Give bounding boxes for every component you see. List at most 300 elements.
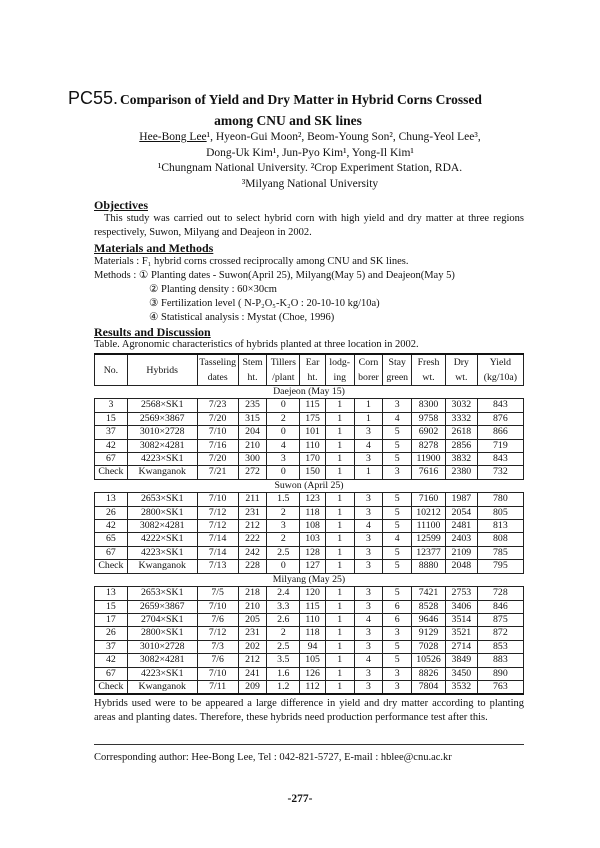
table-cell: 846 — [477, 600, 523, 613]
table-cell: 123 — [300, 493, 326, 506]
table-cell: 3 — [354, 640, 383, 653]
table-cell: 231 — [238, 627, 267, 640]
table-cell: 719 — [477, 439, 523, 452]
column-header: Tillers /plant — [267, 354, 300, 386]
table-cell: 843 — [477, 399, 523, 412]
region-label: Milyang (May 25) — [95, 573, 524, 586]
table-cell: 210 — [238, 439, 267, 452]
table-row — [95, 600, 524, 613]
table-cell: 866 — [477, 426, 523, 439]
table-cell: 2659×3867 — [127, 600, 197, 613]
table-cell: 3 — [383, 680, 412, 694]
column-header: Hybrids — [127, 354, 197, 386]
table-cell: 883 — [477, 654, 523, 667]
table-cell: 4222×SK1 — [127, 533, 197, 546]
table-cell: 26 — [95, 627, 128, 640]
table-row — [95, 640, 524, 653]
table-cell: 42 — [95, 654, 128, 667]
table-cell: 127 — [300, 560, 326, 573]
table-cell: 5 — [383, 520, 412, 533]
table-cell: 175 — [300, 412, 326, 425]
table-cell: 7/10 — [197, 600, 238, 613]
affiliation-line-2: ³Milyang National University — [241, 177, 379, 190]
methods-heading: Materials and Methods — [94, 241, 214, 255]
table-cell: 805 — [477, 506, 523, 519]
table-cell: 4 — [267, 439, 300, 452]
table-cell: 3532 — [445, 680, 477, 694]
affiliation-line-1: ¹Chungnam National University. ²Crop Experiment Station, RDA. — [157, 162, 463, 174]
table-cell: 1 — [325, 600, 354, 613]
table-cell: 3 — [383, 627, 412, 640]
table-cell: 118 — [300, 627, 326, 640]
table-cell: 218 — [238, 587, 267, 600]
table-cell: 2568×SK1 — [127, 399, 197, 412]
table-cell: 272 — [238, 466, 267, 479]
table-cell: 108 — [300, 520, 326, 533]
table-cell: 7/21 — [197, 466, 238, 479]
table-cell: 112 — [300, 680, 326, 694]
table-cell: 2800×SK1 — [127, 627, 197, 640]
table-cell: 300 — [238, 453, 267, 466]
table-cell: 103 — [300, 533, 326, 546]
table-row — [95, 546, 524, 559]
table-cell: 37 — [95, 426, 128, 439]
table-cell: 8300 — [412, 399, 446, 412]
table-cell: 890 — [477, 667, 523, 680]
table-cell: 13 — [95, 587, 128, 600]
table-cell: 3 — [354, 426, 383, 439]
table-cell: 202 — [238, 640, 267, 653]
table-cell: 5 — [383, 640, 412, 653]
column-header: No. — [95, 354, 128, 386]
table-cell: 222 — [238, 533, 267, 546]
table-cell: 0 — [267, 399, 300, 412]
table-cell: 15 — [95, 600, 128, 613]
table-cell: 118 — [300, 506, 326, 519]
table-cell: 0 — [267, 560, 300, 573]
table-row — [95, 426, 524, 439]
table-cell: 4223×SK1 — [127, 546, 197, 559]
table-cell: 3 — [267, 520, 300, 533]
table-cell: 0 — [267, 426, 300, 439]
table-cell: 3010×2728 — [127, 426, 197, 439]
table-cell: 315 — [238, 412, 267, 425]
table-row — [95, 654, 524, 667]
table-cell: 763 — [477, 680, 523, 694]
column-header: Yield (kg/10a) — [477, 354, 523, 386]
table-row — [95, 506, 524, 519]
table-cell: 2.5 — [267, 640, 300, 653]
methods-line-1: Methods : ① Planting dates - Suwon(April 25), Milyang(May 5) and Deajeon(May 5) — [94, 270, 455, 281]
table-cell: 235 — [238, 399, 267, 412]
table-cell: 7/20 — [197, 412, 238, 425]
table-cell: 1 — [325, 640, 354, 653]
table-cell: 17 — [95, 613, 128, 626]
table-cell: 1 — [325, 627, 354, 640]
table-cell: 1 — [325, 453, 354, 466]
table-cell: 3 — [354, 533, 383, 546]
table-cell: 7/10 — [197, 426, 238, 439]
table-row — [95, 587, 524, 600]
table-cell: 7/6 — [197, 613, 238, 626]
table-cell: 26 — [95, 506, 128, 519]
region-label: Daejeon (May 15) — [95, 386, 524, 399]
table-cell: 120 — [300, 587, 326, 600]
table-cell: 1 — [325, 439, 354, 452]
table-cell: 9129 — [412, 627, 446, 640]
column-header: Tasseling dates — [197, 354, 238, 386]
table-cell: 67 — [95, 546, 128, 559]
table-cell: 5 — [383, 493, 412, 506]
column-header: lodg- ing — [325, 354, 354, 386]
table-row — [95, 439, 524, 452]
table-cell: 2800×SK1 — [127, 506, 197, 519]
table-cell: 1 — [325, 466, 354, 479]
table-cell: 1.2 — [267, 680, 300, 694]
corresponding-author: Corresponding author: Hee-Bong Lee, Tel : 042-821-5727, E-mail : hblee@cnu.ac.kr — [94, 752, 452, 763]
table-cell: 7/11 — [197, 680, 238, 694]
table-cell: 110 — [300, 439, 326, 452]
table-row — [95, 560, 524, 573]
table-cell: 2.4 — [267, 587, 300, 600]
table-cell: 1 — [325, 546, 354, 559]
table-cell: 728 — [477, 587, 523, 600]
table-cell: 150 — [300, 466, 326, 479]
table-cell: 12599 — [412, 533, 446, 546]
table-cell: 795 — [477, 560, 523, 573]
table-cell: 2054 — [445, 506, 477, 519]
table-cell: 209 — [238, 680, 267, 694]
table-cell: 115 — [300, 399, 326, 412]
table-cell: 1 — [325, 506, 354, 519]
table-cell: 2856 — [445, 439, 477, 452]
table-cell: Kwanganok — [127, 560, 197, 573]
table-cell: 2618 — [445, 426, 477, 439]
table-cell: 3.3 — [267, 600, 300, 613]
table-cell: 8880 — [412, 560, 446, 573]
table-header-row — [95, 354, 524, 386]
table-cell: 2380 — [445, 466, 477, 479]
title-line-2: among CNU and SK lines — [214, 113, 362, 128]
table-cell: 1 — [325, 493, 354, 506]
table-cell: 4223×SK1 — [127, 667, 197, 680]
table-cell: 42 — [95, 439, 128, 452]
table-cell: 1 — [325, 613, 354, 626]
table-cell: 2653×SK1 — [127, 493, 197, 506]
table-row — [95, 399, 524, 412]
table-cell: 10212 — [412, 506, 446, 519]
table-cell: Kwanganok — [127, 680, 197, 694]
table-cell: 1 — [325, 560, 354, 573]
table-cell: 3406 — [445, 600, 477, 613]
table-row — [95, 533, 524, 546]
table-cell: 1 — [325, 412, 354, 425]
table-cell: 813 — [477, 520, 523, 533]
author-line-1-rest: ¹, Hyeon-Gui Moon², Beom-Young Son², Chung-Yeol Lee³, — [206, 131, 481, 143]
table-cell: 6 — [383, 613, 412, 626]
table-cell: Check — [95, 560, 128, 573]
table-cell: 3 — [354, 587, 383, 600]
table-cell: 2569×3867 — [127, 412, 197, 425]
table-cell: 3521 — [445, 627, 477, 640]
table-cell: 5 — [383, 654, 412, 667]
table-cell: 3032 — [445, 399, 477, 412]
table-cell: 5 — [383, 560, 412, 573]
page-number: -277- — [287, 793, 313, 805]
table-cell: 7028 — [412, 640, 446, 653]
table-row — [95, 680, 524, 694]
table-row — [95, 493, 524, 506]
table-row — [95, 520, 524, 533]
column-header: Dry wt. — [445, 354, 477, 386]
table-cell: 3832 — [445, 453, 477, 466]
table-row — [95, 613, 524, 626]
table-row — [95, 412, 524, 425]
table-cell: 732 — [477, 466, 523, 479]
table-cell: 876 — [477, 412, 523, 425]
table-cell: 4 — [354, 439, 383, 452]
table-cell: 42 — [95, 520, 128, 533]
table-cell: 1 — [325, 520, 354, 533]
table-cell: 0 — [267, 466, 300, 479]
table-cell: 4 — [354, 613, 383, 626]
table-cell: 7804 — [412, 680, 446, 694]
abstract-code: PC55. — [68, 88, 119, 108]
table-cell: 3.5 — [267, 654, 300, 667]
table-cell: 2481 — [445, 520, 477, 533]
table-cell: 7/10 — [197, 493, 238, 506]
table-cell: 1 — [325, 426, 354, 439]
materials-line: Materials : F₁ hybrid corns crossed reciprocally among CNU and SK lines. — [94, 256, 409, 267]
table-cell: 5 — [383, 426, 412, 439]
table-cell: 7/3 — [197, 640, 238, 653]
table-cell: 875 — [477, 613, 523, 626]
table-cell: 5 — [383, 546, 412, 559]
table-cell: 872 — [477, 627, 523, 640]
region-label: Suwon (April 25) — [95, 479, 524, 492]
table-cell: 7/13 — [197, 560, 238, 573]
table-cell: 2403 — [445, 533, 477, 546]
table-cell: 105 — [300, 654, 326, 667]
table-cell: 3082×4281 — [127, 654, 197, 667]
column-header: Stay green — [383, 354, 412, 386]
table-cell: 8278 — [412, 439, 446, 452]
table-cell: 3 — [383, 399, 412, 412]
table-cell: 1 — [325, 667, 354, 680]
author-line-1 — [90, 130, 530, 146]
objectives-heading: Objectives — [94, 198, 148, 212]
methods-line-4: ④ Statistical analysis : Mystat (Choe, 1996) — [149, 312, 335, 323]
table-cell: 3 — [354, 680, 383, 694]
table-cell: 3 — [354, 627, 383, 640]
table-cell: 7/12 — [197, 506, 238, 519]
table-cell: 2.5 — [267, 546, 300, 559]
table-cell: 15 — [95, 412, 128, 425]
table-cell: 101 — [300, 426, 326, 439]
table-cell: 2.6 — [267, 613, 300, 626]
table-cell: 4 — [354, 654, 383, 667]
table-cell: 11100 — [412, 520, 446, 533]
table-row — [95, 667, 524, 680]
footer-divider — [94, 744, 524, 745]
table-cell: 11900 — [412, 453, 446, 466]
table-cell: 2048 — [445, 560, 477, 573]
table-cell: 3 — [354, 546, 383, 559]
table-cell: 7/20 — [197, 453, 238, 466]
agronomic-table — [94, 353, 524, 695]
table-cell: 3 — [354, 667, 383, 680]
table-cell: 4 — [383, 412, 412, 425]
table-cell: 204 — [238, 426, 267, 439]
table-cell: 7/12 — [197, 627, 238, 640]
table-cell: 3332 — [445, 412, 477, 425]
table-cell: 4 — [354, 520, 383, 533]
table-cell: 2 — [267, 627, 300, 640]
table-cell: 5 — [383, 587, 412, 600]
table-cell: 843 — [477, 453, 523, 466]
table-cell: 128 — [300, 546, 326, 559]
table-cell: Kwanganok — [127, 466, 197, 479]
author-block — [90, 130, 530, 192]
table-cell: 7/14 — [197, 533, 238, 546]
table-cell: 4 — [383, 533, 412, 546]
table-cell: 1 — [354, 399, 383, 412]
table-cell: 1.6 — [267, 667, 300, 680]
table-cell: 241 — [238, 667, 267, 680]
table-cell: 1 — [325, 654, 354, 667]
table-cell: 3 — [95, 399, 128, 412]
table-cell: 4223×SK1 — [127, 453, 197, 466]
table-cell: 170 — [300, 453, 326, 466]
table-cell: 7/14 — [197, 546, 238, 559]
table-cell: 8528 — [412, 600, 446, 613]
results-heading: Results and Discussion — [94, 325, 211, 339]
title-line-1: Comparison of Yield and Dry Matter in Hybrid Corns Crossed — [120, 92, 482, 107]
table-cell: 13 — [95, 493, 128, 506]
table-cell: 10526 — [412, 654, 446, 667]
table-cell: 785 — [477, 546, 523, 559]
methods-line-3: ③ Fertilization level ( N-P₂O₅-K₂O : 20-10-10 kg/10a) — [149, 298, 380, 309]
table-cell: 5 — [383, 453, 412, 466]
table-cell: 115 — [300, 600, 326, 613]
table-cell: 7/23 — [197, 399, 238, 412]
table-cell: 1987 — [445, 493, 477, 506]
table-cell: 808 — [477, 533, 523, 546]
region-row — [95, 479, 524, 492]
table-cell: 3082×4281 — [127, 520, 197, 533]
table-cell: 212 — [238, 520, 267, 533]
table-cell: 3450 — [445, 667, 477, 680]
table-cell: 1.5 — [267, 493, 300, 506]
table-cell: 5 — [383, 439, 412, 452]
author-line-2: Dong-Uk Kim¹, Jun-Pyo Kim¹, Yong-Il Kim¹ — [206, 146, 414, 159]
table-cell: 8826 — [412, 667, 446, 680]
table-cell: 5 — [383, 506, 412, 519]
column-header: Corn borer — [354, 354, 383, 386]
table-cell: 7/6 — [197, 654, 238, 667]
table-cell: 3 — [354, 560, 383, 573]
table-cell: 212 — [238, 654, 267, 667]
column-header: Stem ht. — [238, 354, 267, 386]
table-cell: 94 — [300, 640, 326, 653]
table-cell: 9758 — [412, 412, 446, 425]
table-body — [95, 386, 524, 695]
table-cell: 2714 — [445, 640, 477, 653]
table-cell: 7/12 — [197, 520, 238, 533]
table-cell: 6902 — [412, 426, 446, 439]
table-cell: 7/10 — [197, 667, 238, 680]
table-cell: 9646 — [412, 613, 446, 626]
table-cell: 7160 — [412, 493, 446, 506]
table-cell: 242 — [238, 546, 267, 559]
table-cell: 3 — [383, 466, 412, 479]
table-cell: 3849 — [445, 654, 477, 667]
table-cell: 2109 — [445, 546, 477, 559]
table-cell: Check — [95, 466, 128, 479]
table-cell: 3010×2728 — [127, 640, 197, 653]
table-cell: 2704×SK1 — [127, 613, 197, 626]
table-cell: 3 — [354, 600, 383, 613]
table-row — [95, 627, 524, 640]
table-cell: 2 — [267, 506, 300, 519]
table-cell: Check — [95, 680, 128, 694]
table-cell: 110 — [300, 613, 326, 626]
paper-title — [68, 88, 548, 131]
table-cell: 65 — [95, 533, 128, 546]
table-cell: 67 — [95, 453, 128, 466]
table-cell: 231 — [238, 506, 267, 519]
table-cell: 3082×4281 — [127, 439, 197, 452]
table-cell: 1 — [325, 399, 354, 412]
table-cell: 3 — [354, 493, 383, 506]
table-cell: 210 — [238, 600, 267, 613]
conclusion-text: Hybrids used were to be appeared a large difference in yield and dry matter according to planting areas and planting dates. Therefore, these hybrids need production performance test after this. — [94, 698, 524, 723]
table-cell: 1 — [354, 412, 383, 425]
table-cell: 2 — [267, 533, 300, 546]
table-cell: 3 — [354, 506, 383, 519]
table-cell: 3514 — [445, 613, 477, 626]
table-cell: 2753 — [445, 587, 477, 600]
objectives-text: This study was carried out to select hybrid corn with high yield and dry matter at three regions respectively, Suwon, Milyang and Deajeon in 2002. — [94, 213, 524, 238]
column-header: Ear ht. — [300, 354, 326, 386]
table-cell: 3 — [383, 667, 412, 680]
table-row — [95, 453, 524, 466]
table-cell: 780 — [477, 493, 523, 506]
table-cell: 7421 — [412, 587, 446, 600]
table-cell: 211 — [238, 493, 267, 506]
table-cell: 228 — [238, 560, 267, 573]
table-cell: 1 — [325, 680, 354, 694]
table-cell: 853 — [477, 640, 523, 653]
region-row — [95, 573, 524, 586]
table-cell: 2653×SK1 — [127, 587, 197, 600]
table-cell: 205 — [238, 613, 267, 626]
table-cell: 7/5 — [197, 587, 238, 600]
table-cell: 3 — [267, 453, 300, 466]
table-row — [95, 466, 524, 479]
table-cell: 1 — [325, 587, 354, 600]
table-cell: 1 — [354, 466, 383, 479]
region-row — [95, 386, 524, 399]
table-cell: 37 — [95, 640, 128, 653]
first-author: Hee-Bong Lee — [139, 131, 207, 143]
table-cell: 67 — [95, 667, 128, 680]
table-cell: 7/16 — [197, 439, 238, 452]
table-cell: 6 — [383, 600, 412, 613]
table-cell: 126 — [300, 667, 326, 680]
table-cell: 3 — [354, 453, 383, 466]
table-cell: 2 — [267, 412, 300, 425]
